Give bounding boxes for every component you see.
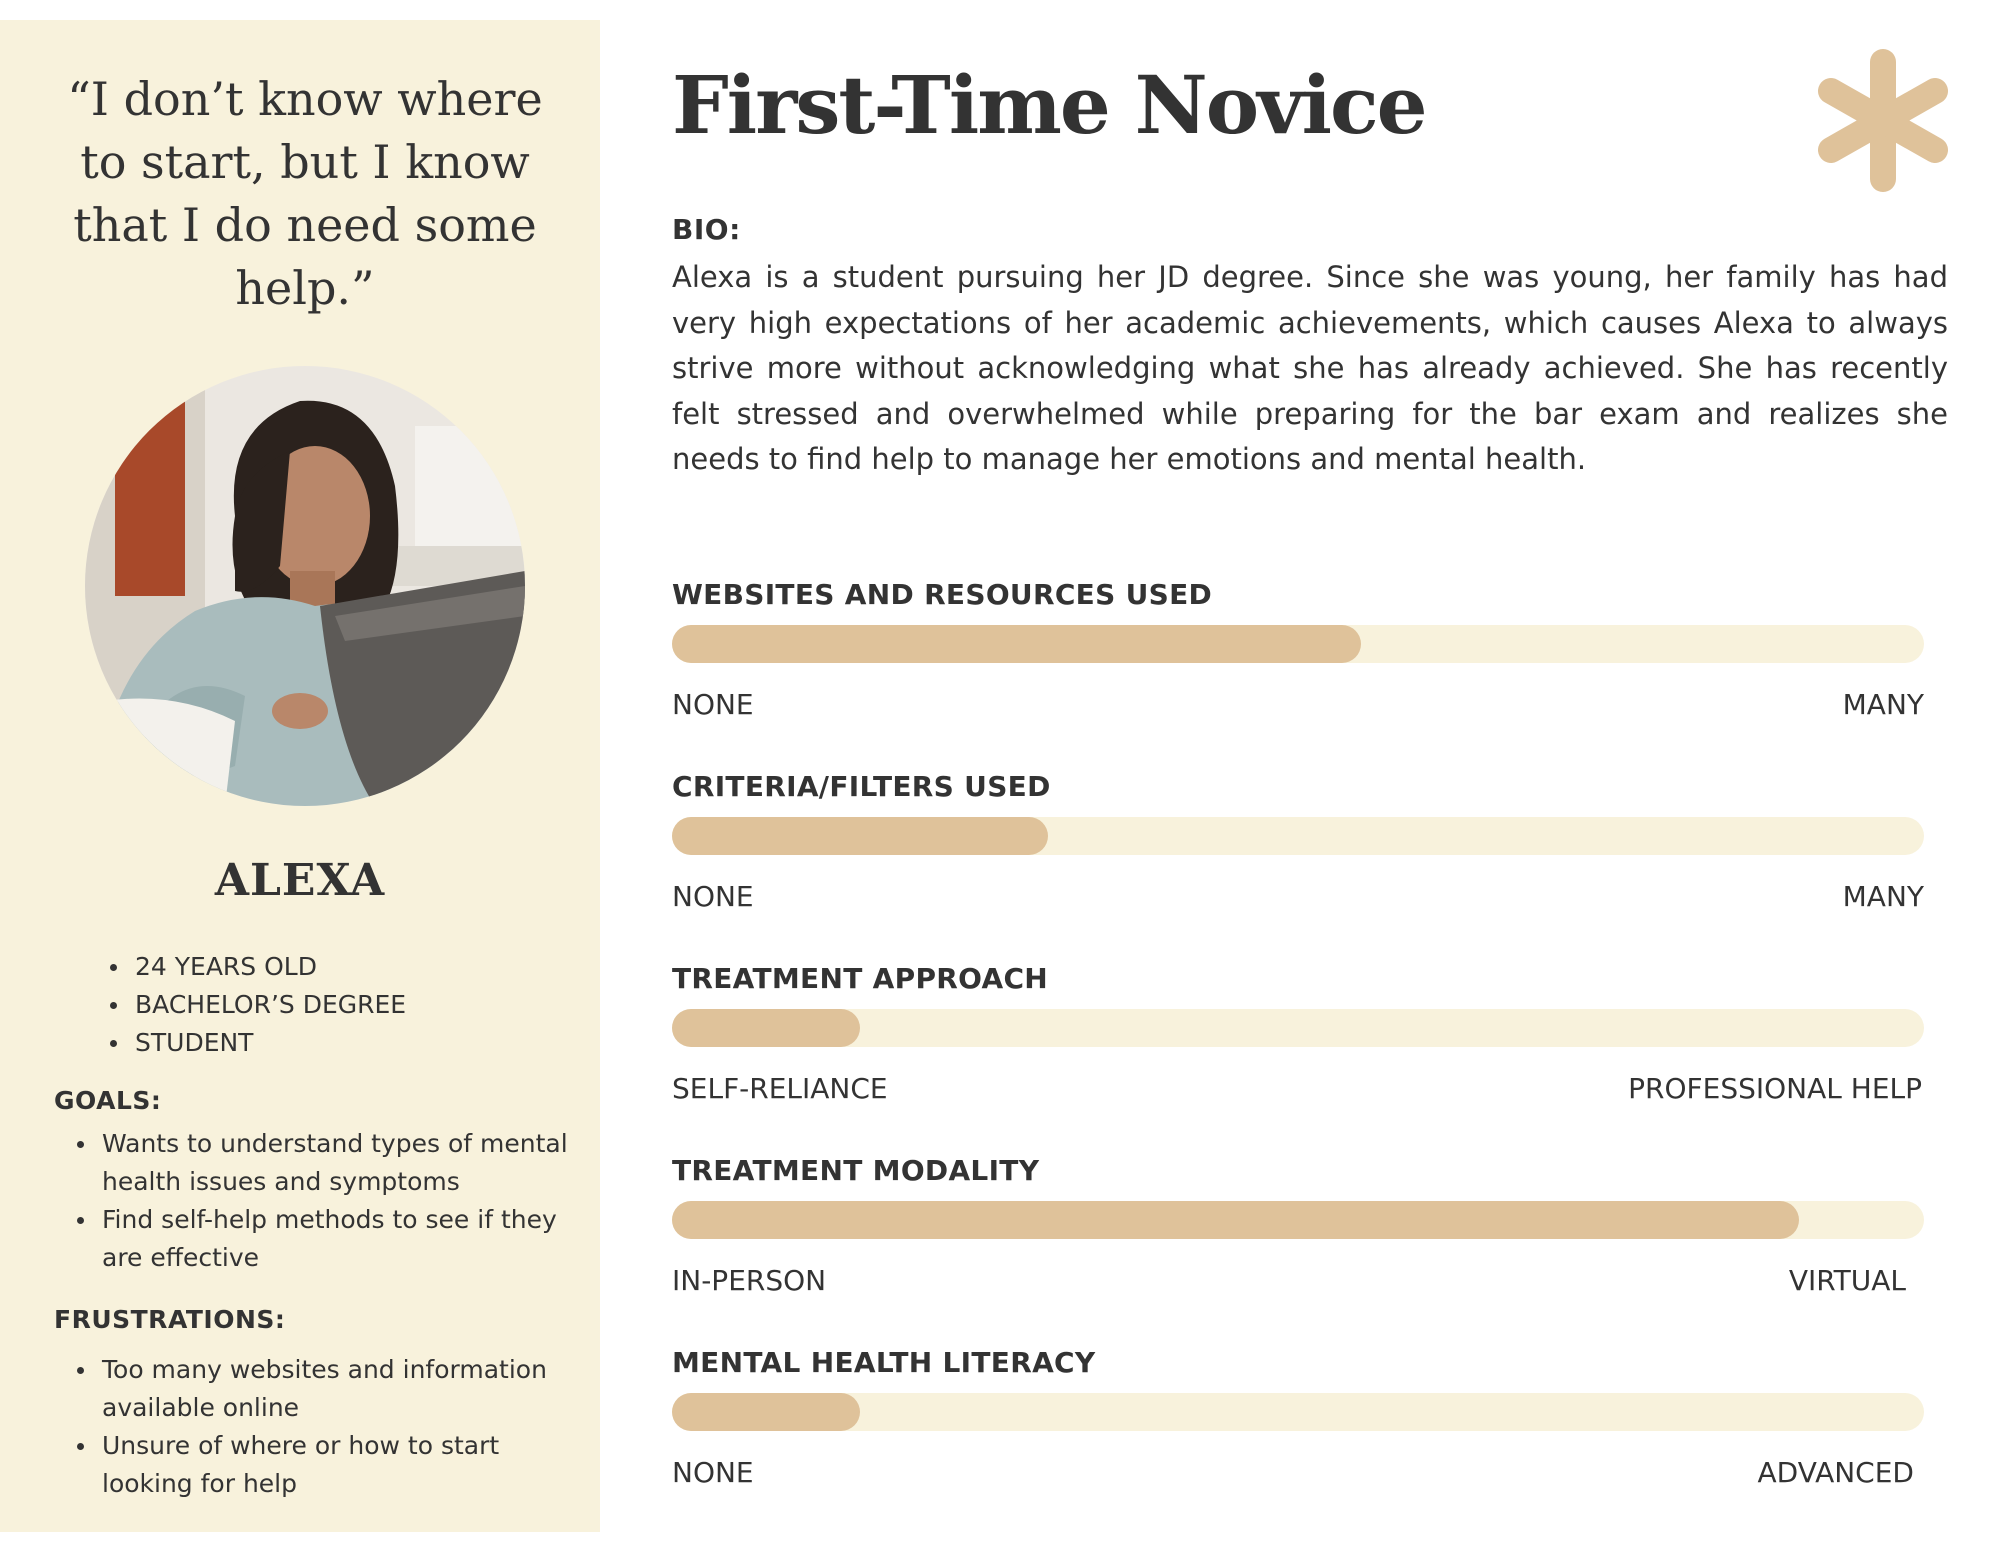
scale-max-label: ADVANCED [1757, 1456, 1914, 1489]
list-item: Too many websites and information available online [102, 1351, 572, 1427]
goals-heading: GOALS: [54, 1086, 162, 1115]
scale-max-label: PROFESSIONAL HELP [1628, 1072, 1922, 1105]
list-item: Unsure of where or how to start looking for help [102, 1427, 572, 1503]
bio-label: BIO: [672, 213, 741, 246]
list-item: 24 YEARS OLD [135, 948, 406, 986]
scale-fill [672, 625, 1361, 663]
frustrations-list [102, 1351, 572, 1503]
list-item: Find self-help methods to see if they are effective [102, 1201, 572, 1277]
asterisk-icon [1818, 48, 1948, 193]
page-title: First-Time Novice [672, 58, 1426, 152]
scale-fill [672, 1393, 860, 1431]
scale-min-label: NONE [672, 880, 754, 913]
scale-track [672, 1201, 1924, 1239]
scale-max-label: MANY [1842, 880, 1924, 913]
scale-fill [672, 1201, 1799, 1239]
scale-track [672, 817, 1924, 855]
persona-quote: “I don’t know where to start, but I know that I do need some help.” [67, 72, 543, 315]
scale-title: WEBSITES AND RESOURCES USED [672, 578, 1213, 611]
frustrations-heading: FRUSTRATIONS: [54, 1305, 286, 1334]
scale-min-label: NONE [672, 688, 754, 721]
scale-min-label: IN-PERSON [672, 1264, 827, 1297]
scale-fill [672, 817, 1048, 855]
goals-list [102, 1125, 572, 1277]
persona-photo [85, 366, 525, 806]
scale-max-label: MANY [1842, 688, 1924, 721]
scale-track [672, 1393, 1924, 1431]
scale-track [672, 625, 1924, 663]
persona-facts-list [135, 948, 406, 1062]
scale-title: TREATMENT APPROACH [672, 962, 1049, 995]
scale-title: TREATMENT MODALITY [672, 1154, 1040, 1187]
scale-title: MENTAL HEALTH LITERACY [672, 1346, 1096, 1379]
scale-fill [672, 1009, 860, 1047]
scale-title: CRITERIA/FILTERS USED [672, 770, 1051, 803]
scale-min-label: NONE [672, 1456, 754, 1489]
list-item: Wants to understand types of mental health issues and symptoms [102, 1125, 572, 1201]
list-item: BACHELOR’S DEGREE [135, 986, 406, 1024]
scale-track [672, 1009, 1924, 1047]
bio-text: Alexa is a student pursuing her JD degree. Since she was young, her family has had very high expectations of her academic achievements, which causes Alexa to always strive more without acknowledging what she has already achieved. She has recently felt stressed and overwhelmed while preparing for the bar exam and realizes she needs to find help to manage her emotions and mental health. [672, 260, 1948, 476]
persona-name: ALEXA [214, 855, 386, 906]
persona-sidebar [0, 20, 600, 1532]
scale-max-label: VIRTUAL [1788, 1264, 1906, 1297]
scale-min-label: SELF-RELIANCE [672, 1072, 888, 1105]
list-item: STUDENT [135, 1024, 406, 1062]
